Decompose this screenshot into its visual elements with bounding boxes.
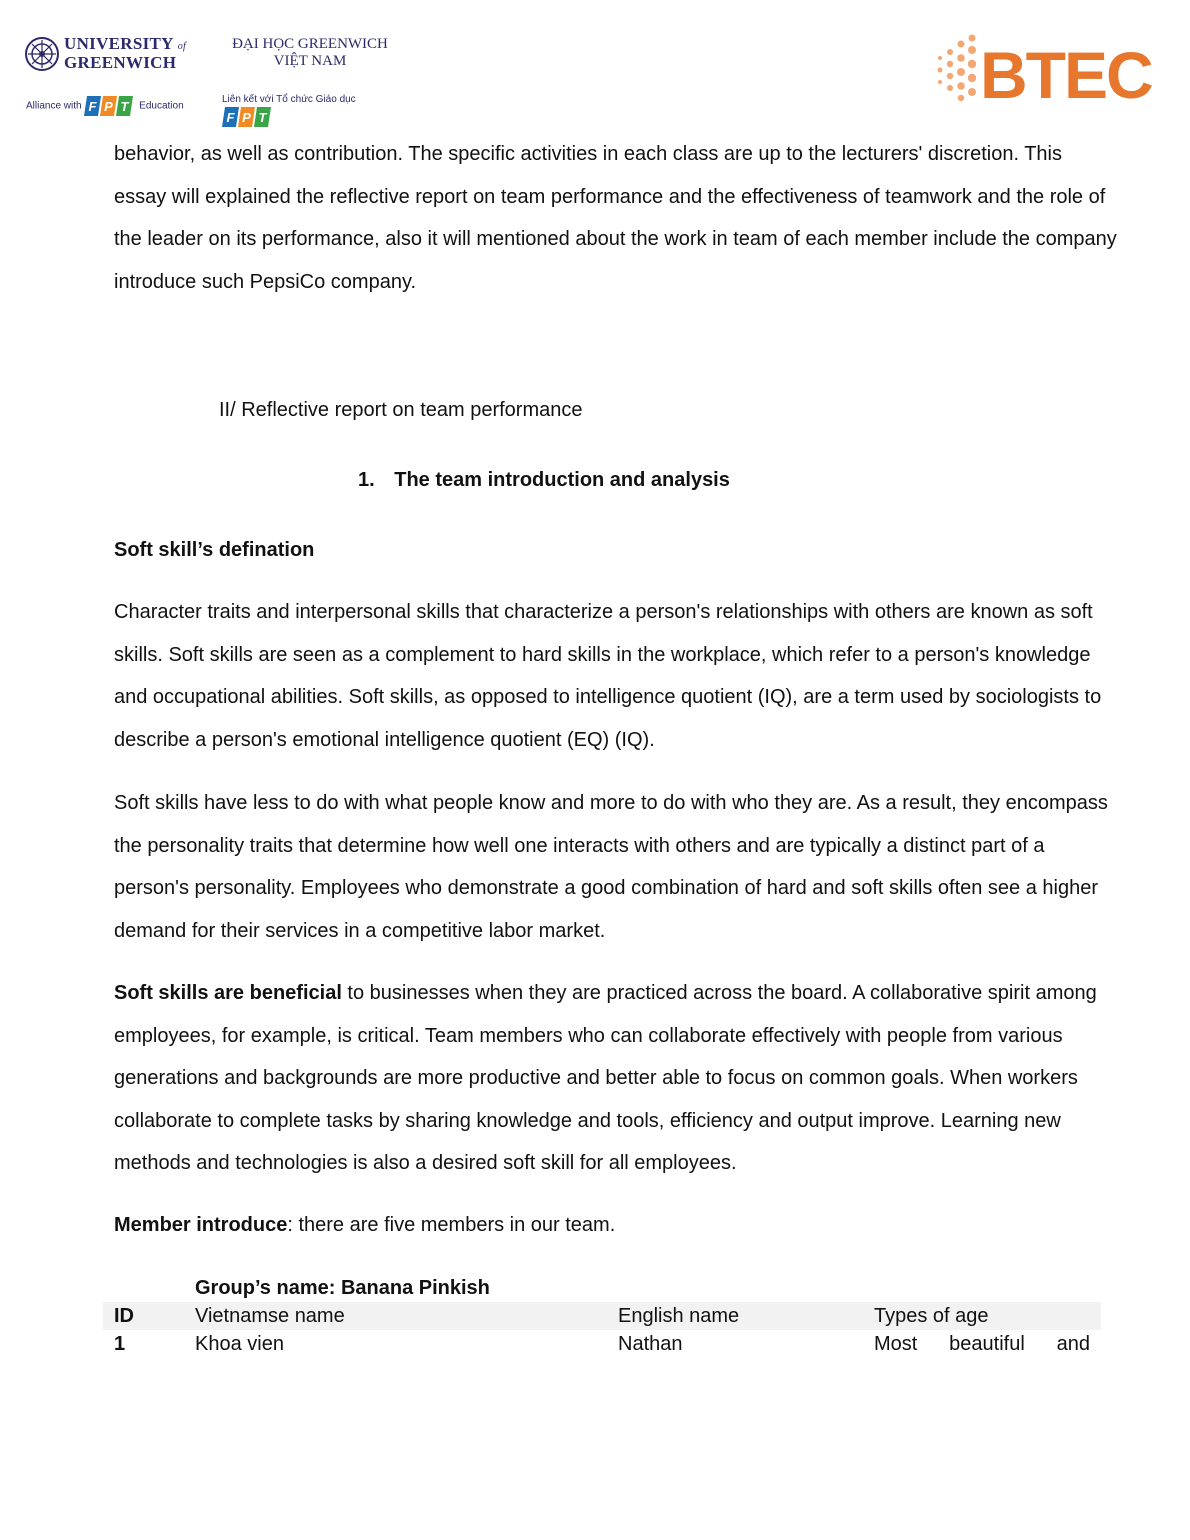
btec-wordmark: BTEC <box>980 38 1152 108</box>
header-id: ID <box>114 1305 134 1327</box>
university-of: of <box>177 41 187 52</box>
paragraph-2-text: Soft skills have less to do with what people know and more to do with who they are. As a result, they encompass the personality traits that determine how well one interacts with others and are typically a distinct part of a person's personality. Employees who demonstrate a good combination of hard and soft skills often see a higher demand for their services in a competitive labor market. <box>114 792 1108 942</box>
member-introduce <box>114 1204 1118 1247</box>
btec-dot-pattern-icon <box>938 35 977 102</box>
paragraph-3-bold-lead: Soft skills are beneficial <box>114 982 342 1004</box>
fpt-letter-f: F <box>226 110 235 125</box>
cell-english-name: Nathan <box>618 1333 683 1355</box>
table-row <box>103 1330 1101 1358</box>
fpt-logo-icon <box>84 94 136 118</box>
header-types-of-age: Types of age <box>874 1305 989 1327</box>
table-header-row <box>103 1302 1101 1330</box>
fpt-letter-p: P <box>104 99 114 114</box>
age-word: and <box>1056 1333 1090 1355</box>
alliance-en-label: Alliance with <box>26 100 82 112</box>
group-name: Group’s name: Banana Pinkish <box>195 1277 490 1299</box>
vn-line-2: VIỆT NAM <box>273 53 347 69</box>
university-line-1: UNIVERSITY <box>64 34 174 53</box>
member-table <box>103 1274 1101 1358</box>
header-vietnamese-name: Vietnamse name <box>195 1305 345 1327</box>
btec-logo <box>934 30 1168 108</box>
table-group-row <box>103 1274 1101 1302</box>
section-heading <box>219 389 1019 432</box>
soft-skill-heading <box>114 529 1118 572</box>
subsection-number: 1. <box>358 469 375 491</box>
header-english-name: English name <box>618 1305 740 1327</box>
fpt-letter-f: F <box>88 99 97 114</box>
member-introduce-text: : there are five members in our team. <box>287 1214 616 1236</box>
greenwich-crest-icon <box>24 36 60 72</box>
alliance-vietnamese <box>222 94 404 129</box>
university-of-greenwich-logo <box>24 34 404 125</box>
alliance-en-suffix: Education <box>139 100 184 112</box>
cell-vietnamese-name: Khoa vien <box>195 1333 284 1355</box>
soft-skill-heading-text: Soft skill’s defination <box>114 539 315 561</box>
intro-paragraph-text: behavior, as well as contribution. The specific activities in each class are up to the lecturers' discretion. This essay will explained the reflective report on team performance and the effectiveness of teamwork and the role of the leader on its performance, also it will mentioned about the work in team of each member include the company introduce such PepsiCo company. <box>114 143 1117 293</box>
member-introduce-label: Member introduce <box>114 1214 288 1236</box>
vn-line-1: ĐẠI HỌC GREENWICH <box>232 36 388 52</box>
cell-id: 1 <box>114 1333 126 1355</box>
fpt-logo-icon <box>222 105 274 129</box>
section-heading-text: II/ Reflective report on team performance <box>219 399 583 421</box>
paragraph-soft-skill-personality <box>114 782 1118 952</box>
fpt-letter-p: P <box>242 110 251 125</box>
subsection-heading <box>358 459 1058 502</box>
age-word: Most <box>874 1333 918 1355</box>
age-word: beautiful <box>949 1333 1025 1355</box>
paragraph-3-text: to businesses when they are practiced across the board. A collaborative spirit among employees, for example, is critical. Team members who can collaborate effectively with people from various generations and backgrounds are more productive and better able to focus on common goals. When workers collaborate to complete tasks by sharing knowledge and tools, efficiency and output improve. Learning new methods and technologies is also a desired soft skill for all employees. <box>114 982 1097 1175</box>
paragraph-1-text: Character traits and interpersonal skills that characterize a person's relationships with others are known as soft skills. Soft skills are seen as a complement to hard skills in the workplace, which refer to a person's knowledge and occupational abilities. Soft skills, as opposed to intelligence quotient (IQ), are a term used by sociologists to describe a person's emotional intelligence quotient (EQ) (IQ). <box>114 601 1102 751</box>
vietnam-campus-name <box>220 36 400 70</box>
alliance-english <box>26 94 184 118</box>
intro-paragraph <box>114 133 1118 303</box>
fpt-letter-t: T <box>120 99 129 114</box>
fpt-letter-t: T <box>258 110 267 125</box>
paragraph-soft-skill-definition <box>114 591 1118 761</box>
subsection-heading-text: The team introduction and analysis <box>394 469 730 491</box>
university-name <box>64 36 186 71</box>
paragraph-soft-skill-benefits <box>114 972 1118 1185</box>
cell-types-of-age <box>874 1330 1090 1358</box>
alliance-vn-label: Liên kết với Tổ chức Giáo dục <box>222 94 356 105</box>
university-line-2: GREENWICH <box>64 53 177 72</box>
